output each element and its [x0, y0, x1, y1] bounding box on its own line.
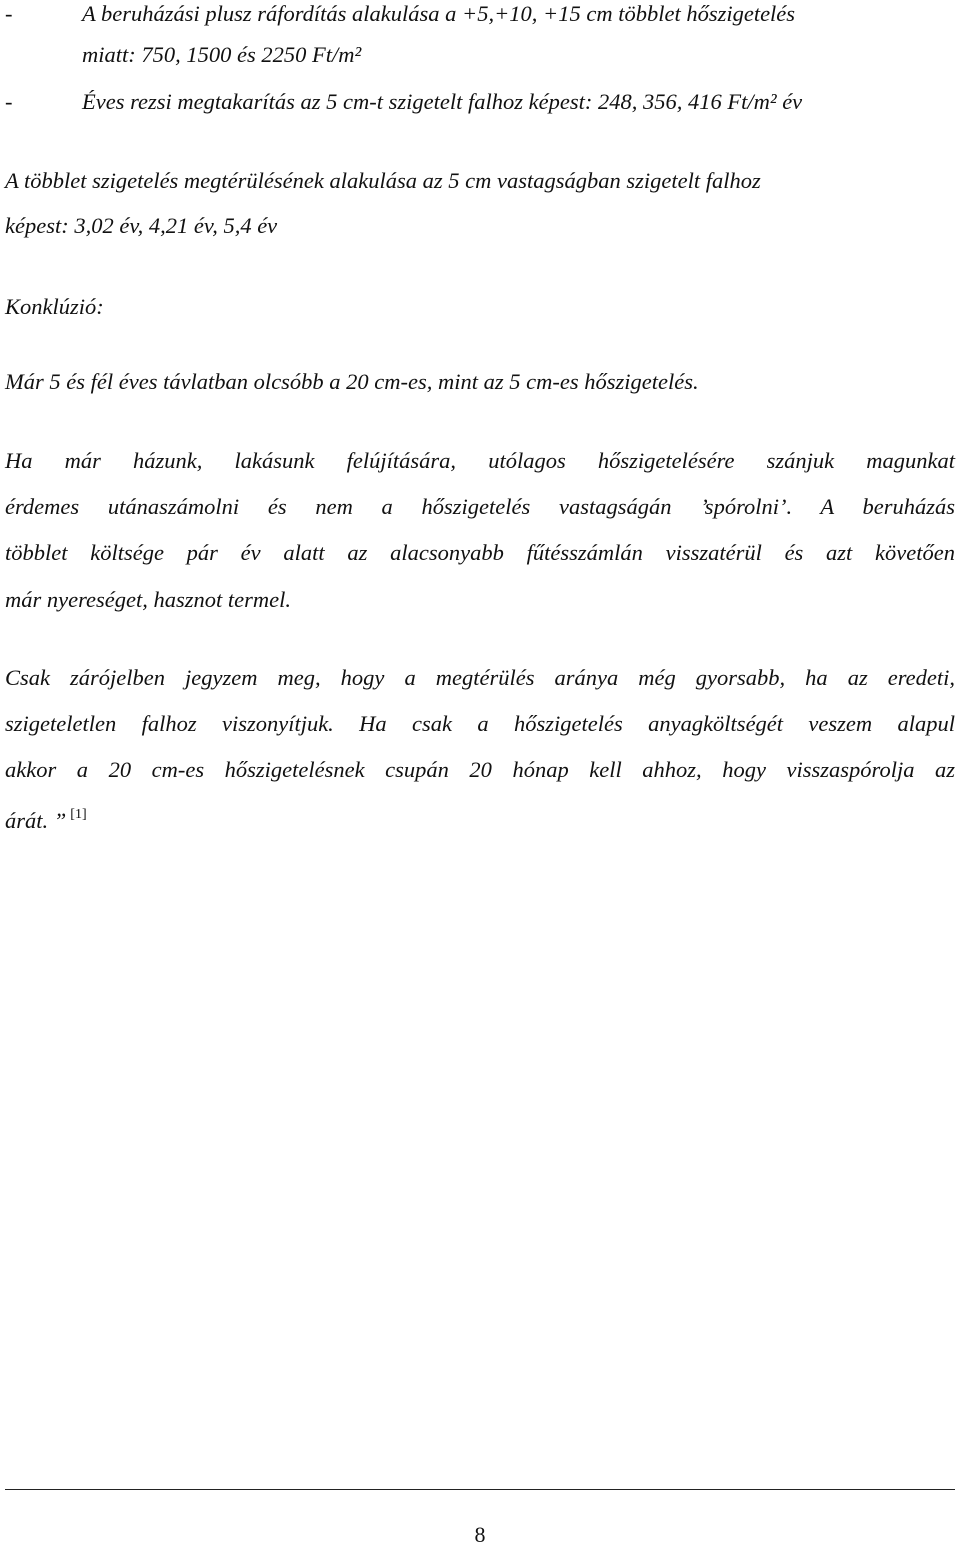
conclusion-text: Már 5 és fél éves távlatban olcsóbb a 20 cm-es, mint az 5 cm-es hőszigetelés.: [5, 369, 699, 394]
payback-line-2: képest: 3,02 év, 4,21 év, 5,4 év: [5, 213, 278, 238]
bullet-dash: -: [5, 89, 13, 114]
paragraph-1-line-2: érdemes utánaszámolni és nem a hőszigetelés vastagságán ’spórolni’. A beruházás: [5, 494, 955, 519]
bullet-text-line: Éves rezsi megtakarítás az 5 cm-t szigetelt falhoz képest: 248, 356, 416 Ft/m² év: [82, 89, 803, 114]
footnote-reference[interactable]: [1]: [70, 807, 87, 822]
bullet-text-line: A beruházási plusz ráfordítás alakulása a +5,+10, +15 cm többlet hőszigetelés: [82, 1, 796, 26]
page-number: 8: [474, 1522, 486, 1547]
bullet-text-continuation: miatt: 750, 1500 és 2250 Ft/m²: [82, 42, 362, 67]
footer-divider: [5, 1489, 955, 1490]
bullet-dash: -: [5, 1, 13, 26]
paragraph-2-line-3: akkor a 20 cm-es hőszigetelésnek csupán 20 hónap kell ahhoz, hogy visszaspórolja az: [5, 757, 955, 782]
paragraph-1-line-1: Ha már házunk, lakásunk felújítására, utólagos hőszigetelésére szánjuk magunkat: [5, 448, 955, 473]
paragraph-2-line-2: szigeteletlen falhoz viszonyítjuk. Ha csak a hőszigetelés anyagköltségét veszem alapul: [5, 711, 955, 736]
paragraph-2-line-1: Csak zárójelben jegyzem meg, hogy a megtérülés aránya még gyorsabb, ha az eredeti,: [5, 665, 955, 690]
payback-line-1: A többlet szigetelés megtérülésének alakulása az 5 cm vastagságban szigetelt falhoz: [5, 168, 761, 193]
paragraph-1-line-4: már nyereséget, hasznot termel.: [5, 587, 291, 612]
paragraph-1-line-3: többlet költsége pár év alatt az alacsonyabb fűtésszámlán visszatérül és azt követően: [5, 540, 955, 565]
paragraph-2-final-text: árát. ”: [5, 808, 67, 833]
paragraph-2-line-4: [5, 801, 87, 835]
conclusion-heading: Konklúzió:: [5, 294, 104, 319]
